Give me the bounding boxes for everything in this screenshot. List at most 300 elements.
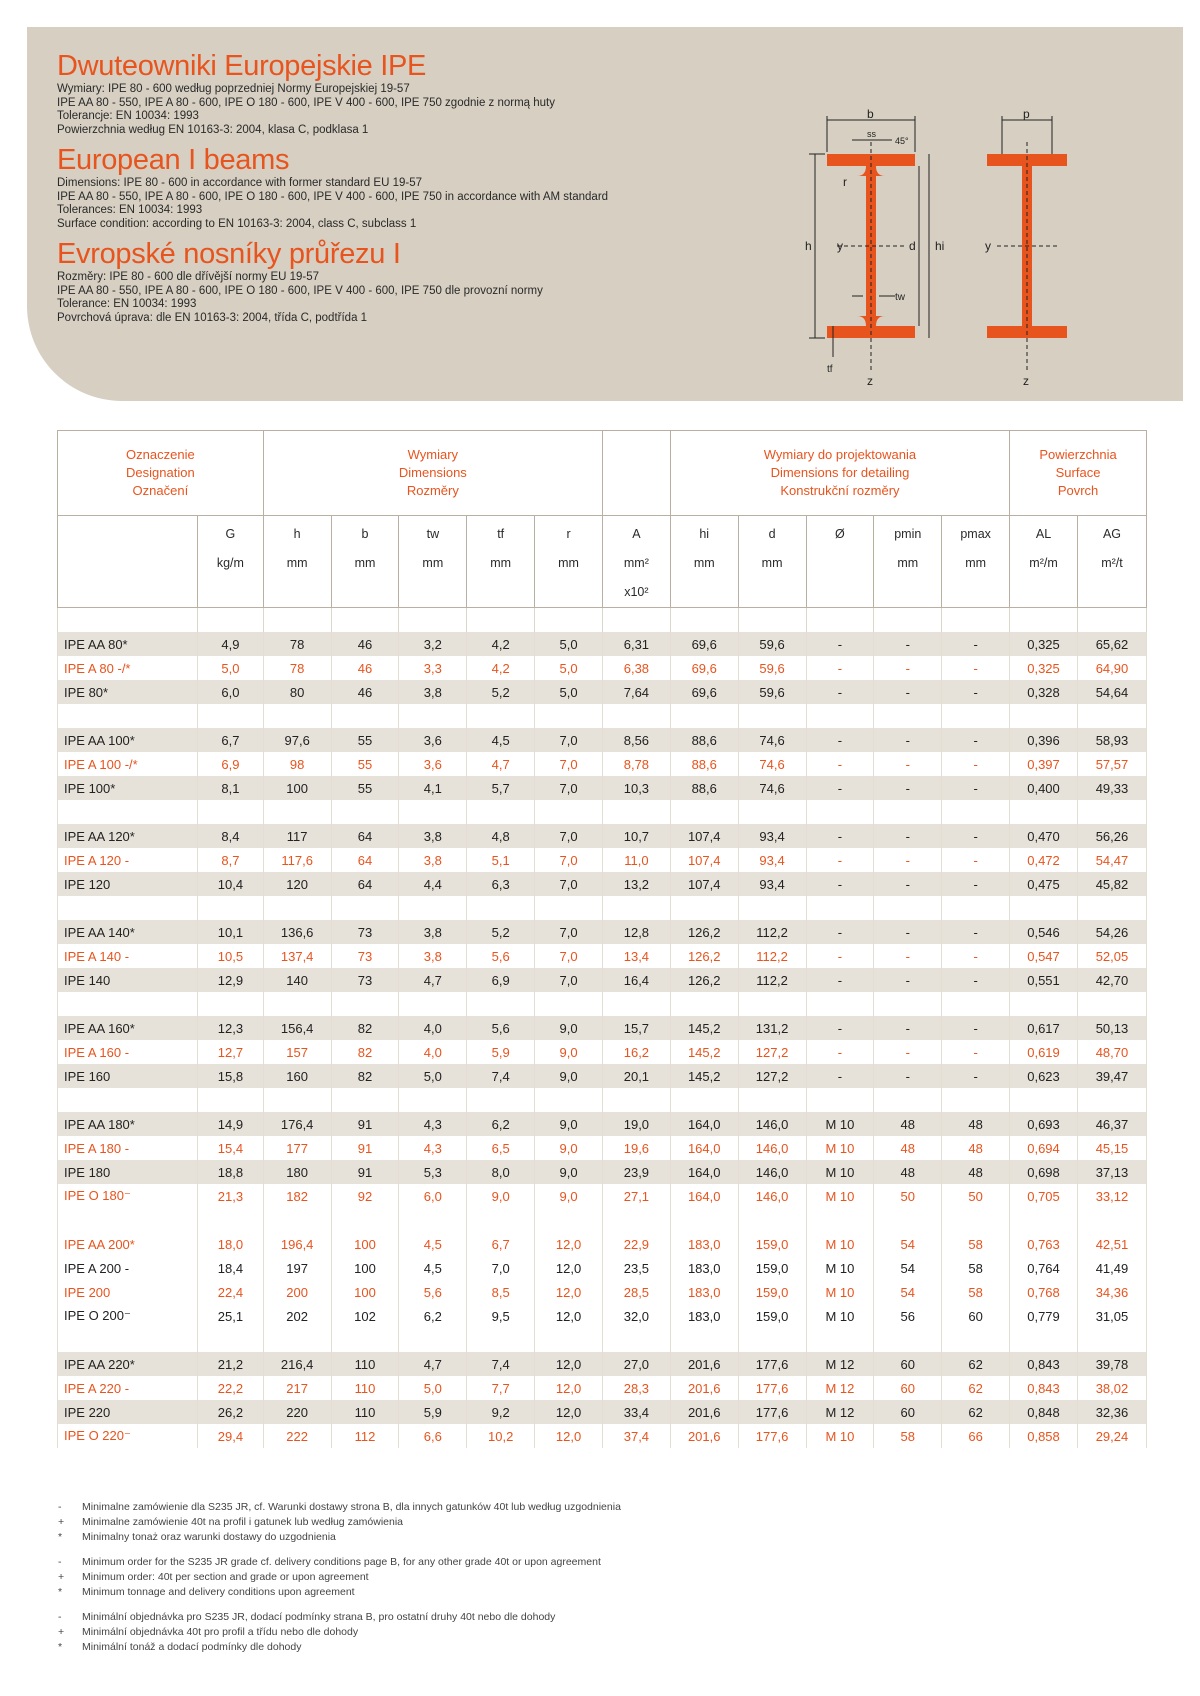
value-cell: 183,0 bbox=[670, 1280, 738, 1304]
note-text: Minimalny tonaż oraz warunki dostawy do uzgodnienia bbox=[82, 1531, 336, 1543]
value-cell: 48 bbox=[942, 1136, 1010, 1160]
value-cell: 183,0 bbox=[670, 1256, 738, 1280]
value-cell: 48 bbox=[942, 1112, 1010, 1136]
column-header bbox=[198, 516, 264, 608]
gap-cell bbox=[738, 1208, 806, 1232]
gap-cell bbox=[1010, 896, 1078, 920]
note-line bbox=[58, 1570, 958, 1585]
value-cell: 69,6 bbox=[670, 632, 738, 656]
value-cell: 5,9 bbox=[467, 1040, 535, 1064]
value-cell: 56,26 bbox=[1077, 824, 1146, 848]
gap-cell bbox=[874, 1088, 942, 1112]
gap-cell bbox=[198, 896, 264, 920]
group-gap-row bbox=[58, 1328, 1147, 1352]
value-cell: 136,6 bbox=[263, 920, 331, 944]
column-unit-multiplier: x10² bbox=[624, 585, 649, 599]
note-marker: * bbox=[58, 1531, 63, 1543]
label-angle: 45° bbox=[895, 136, 909, 146]
value-cell: - bbox=[874, 920, 942, 944]
value-cell: 0,475 bbox=[1010, 872, 1078, 896]
value-cell: - bbox=[942, 776, 1010, 800]
value-cell: 15,4 bbox=[198, 1136, 264, 1160]
value-cell: 78 bbox=[263, 656, 331, 680]
value-cell: 4,5 bbox=[399, 1232, 467, 1256]
value-cell: 6,5 bbox=[467, 1136, 535, 1160]
value-cell: 5,2 bbox=[467, 920, 535, 944]
table-row bbox=[58, 1160, 1147, 1184]
group-header-row bbox=[58, 431, 1147, 516]
value-cell: 12,0 bbox=[535, 1256, 603, 1280]
value-cell: 12,0 bbox=[535, 1232, 603, 1256]
value-cell: 15,8 bbox=[198, 1064, 264, 1088]
value-cell: M 10 bbox=[806, 1160, 874, 1184]
value-cell: 55 bbox=[331, 728, 399, 752]
value-cell: 41,49 bbox=[1077, 1256, 1146, 1280]
gap-cell bbox=[399, 1088, 467, 1112]
gap-cell bbox=[942, 992, 1010, 1016]
value-cell: 146,0 bbox=[738, 1184, 806, 1208]
gap-cell bbox=[874, 704, 942, 728]
gap-cell bbox=[198, 800, 264, 824]
column-unit: mm bbox=[354, 556, 376, 570]
label-r: r bbox=[843, 175, 847, 189]
column-symbol: Ø bbox=[835, 527, 845, 541]
group-gap-row bbox=[58, 704, 1147, 728]
value-cell: 9,0 bbox=[535, 1064, 603, 1088]
value-cell: 55 bbox=[331, 752, 399, 776]
title-heading: Dwuteowniki Europejskie IPE bbox=[57, 50, 427, 82]
note-text: Minimální objednávka 40t pro profil a třídu nebo dle dohody bbox=[82, 1626, 359, 1638]
value-cell: - bbox=[942, 944, 1010, 968]
gap-cell bbox=[1010, 800, 1078, 824]
value-cell: 12,0 bbox=[535, 1376, 603, 1400]
value-cell: 112 bbox=[331, 1424, 399, 1448]
designation-cell: IPE AA 140* bbox=[58, 920, 198, 944]
value-cell: 32,36 bbox=[1077, 1400, 1146, 1424]
value-cell: 216,4 bbox=[263, 1352, 331, 1376]
note-text: Minimum tonnage and delivery conditions upon agreement bbox=[82, 1586, 355, 1598]
column-symbol: G bbox=[225, 527, 236, 541]
gap-cell bbox=[738, 1088, 806, 1112]
value-cell: 98 bbox=[263, 752, 331, 776]
value-cell: 10,5 bbox=[198, 944, 264, 968]
value-cell: 6,0 bbox=[198, 680, 264, 704]
gap-cell bbox=[467, 896, 535, 920]
gap-cell bbox=[263, 992, 331, 1016]
gap-cell bbox=[331, 896, 399, 920]
value-cell: 49,33 bbox=[1077, 776, 1146, 800]
value-cell: 9,0 bbox=[535, 1136, 603, 1160]
label-z-right: z bbox=[1023, 374, 1029, 388]
note-marker: - bbox=[58, 1611, 62, 1623]
gap-cell bbox=[942, 1208, 1010, 1232]
value-cell: 93,4 bbox=[738, 824, 806, 848]
value-cell: 0,470 bbox=[1010, 824, 1078, 848]
table-row bbox=[58, 680, 1147, 704]
gap-cell bbox=[806, 896, 874, 920]
designation-cell: IPE 200 bbox=[58, 1280, 198, 1304]
value-cell: 183,0 bbox=[670, 1232, 738, 1256]
value-cell: 0,698 bbox=[1010, 1160, 1078, 1184]
value-cell: - bbox=[942, 872, 1010, 896]
value-cell: 28,5 bbox=[602, 1280, 670, 1304]
value-cell: 177,6 bbox=[738, 1424, 806, 1448]
value-cell: 92 bbox=[331, 1184, 399, 1208]
value-cell: 64 bbox=[331, 824, 399, 848]
value-cell: 6,31 bbox=[602, 632, 670, 656]
value-cell: 20,1 bbox=[602, 1064, 670, 1088]
column-unit: mm bbox=[558, 556, 579, 570]
gap-cell bbox=[874, 896, 942, 920]
value-cell: M 10 bbox=[806, 1136, 874, 1160]
value-cell: 27,0 bbox=[602, 1352, 670, 1376]
value-cell: 60 bbox=[942, 1304, 1010, 1328]
group-header bbox=[602, 431, 670, 516]
value-cell: M 10 bbox=[806, 1112, 874, 1136]
table-row bbox=[58, 776, 1147, 800]
value-cell: 102 bbox=[331, 1304, 399, 1328]
gap-cell bbox=[806, 992, 874, 1016]
value-cell: 82 bbox=[331, 1064, 399, 1088]
value-cell: 48 bbox=[874, 1112, 942, 1136]
value-cell: 12,7 bbox=[198, 1040, 264, 1064]
gap-cell bbox=[1077, 1208, 1146, 1232]
value-cell: 196,4 bbox=[263, 1232, 331, 1256]
spacer-cell bbox=[399, 608, 467, 633]
label-p: p bbox=[1023, 107, 1030, 121]
table-row bbox=[58, 1136, 1147, 1160]
value-cell: 4,7 bbox=[399, 968, 467, 992]
value-cell: M 10 bbox=[806, 1304, 874, 1328]
value-cell: 54 bbox=[874, 1280, 942, 1304]
subtext-line: IPE AA 80 - 550, IPE A 80 - 600, IPE O 180 - 600, IPE V 400 - 600, IPE 750 in accordance with AM standard bbox=[57, 190, 609, 203]
subtext-line: Dimensions: IPE 80 - 600 in accordance with former standard EU 19-57 bbox=[57, 177, 422, 189]
ipe-beam-table bbox=[57, 430, 1147, 1448]
value-cell: 4,5 bbox=[399, 1256, 467, 1280]
designation-cell: IPE AA 160* bbox=[58, 1016, 198, 1040]
value-cell: 159,0 bbox=[738, 1256, 806, 1280]
value-cell: 159,0 bbox=[738, 1280, 806, 1304]
value-cell: M 10 bbox=[806, 1256, 874, 1280]
table-row bbox=[58, 1400, 1147, 1424]
value-cell: 46 bbox=[331, 680, 399, 704]
title-blocks bbox=[57, 49, 737, 331]
gap-cell bbox=[535, 1088, 603, 1112]
value-cell: 183,0 bbox=[670, 1304, 738, 1328]
gap-cell bbox=[198, 1328, 264, 1352]
value-cell: 54 bbox=[874, 1232, 942, 1256]
note-line bbox=[58, 1530, 958, 1545]
value-cell: - bbox=[806, 920, 874, 944]
value-cell: 5,7 bbox=[467, 776, 535, 800]
table-row bbox=[58, 1040, 1147, 1064]
label-h: h bbox=[805, 239, 812, 253]
value-cell: 140 bbox=[263, 968, 331, 992]
value-cell: - bbox=[806, 752, 874, 776]
group-gap-row bbox=[58, 1208, 1147, 1232]
note-line bbox=[58, 1625, 958, 1640]
value-cell: 6,2 bbox=[399, 1304, 467, 1328]
value-cell: 0,619 bbox=[1010, 1040, 1078, 1064]
value-cell: 52,05 bbox=[1077, 944, 1146, 968]
group-header-line: Designation bbox=[126, 465, 195, 480]
group-gap-row bbox=[58, 896, 1147, 920]
gap-cell bbox=[670, 1088, 738, 1112]
gap-cell bbox=[331, 1208, 399, 1232]
value-cell: 0,396 bbox=[1010, 728, 1078, 752]
group-header bbox=[670, 431, 1009, 516]
value-cell: 60 bbox=[874, 1400, 942, 1424]
group-gap-row bbox=[58, 800, 1147, 824]
group-header bbox=[1010, 431, 1147, 516]
table-row bbox=[58, 656, 1147, 680]
value-cell: 5,2 bbox=[467, 680, 535, 704]
designation-cell: IPE 120 bbox=[58, 872, 198, 896]
value-cell: 160 bbox=[263, 1064, 331, 1088]
group-header bbox=[263, 431, 602, 516]
column-symbol: AG bbox=[1102, 527, 1121, 541]
gap-cell bbox=[1077, 1088, 1146, 1112]
value-cell: 7,0 bbox=[535, 728, 603, 752]
column-unit: m²/t bbox=[1101, 556, 1123, 570]
value-cell: 117 bbox=[263, 824, 331, 848]
value-cell: 180 bbox=[263, 1160, 331, 1184]
gap-cell bbox=[198, 992, 264, 1016]
value-cell: 5,0 bbox=[198, 656, 264, 680]
gap-cell bbox=[1010, 1208, 1078, 1232]
table-row bbox=[58, 824, 1147, 848]
value-cell: - bbox=[806, 968, 874, 992]
gap-cell bbox=[399, 704, 467, 728]
spacer-cell bbox=[331, 608, 399, 633]
value-cell: 0,623 bbox=[1010, 1064, 1078, 1088]
gap-cell bbox=[1077, 896, 1146, 920]
value-cell: 146,0 bbox=[738, 1136, 806, 1160]
value-cell: 42,51 bbox=[1077, 1232, 1146, 1256]
group-header-line: Rozměry bbox=[406, 483, 459, 498]
gap-cell bbox=[874, 992, 942, 1016]
value-cell: 48 bbox=[874, 1136, 942, 1160]
value-cell: - bbox=[874, 1040, 942, 1064]
value-cell: 58,93 bbox=[1077, 728, 1146, 752]
value-cell: - bbox=[942, 680, 1010, 704]
value-cell: 164,0 bbox=[670, 1136, 738, 1160]
value-cell: 62 bbox=[942, 1400, 1010, 1424]
value-cell: - bbox=[806, 824, 874, 848]
gap-cell bbox=[331, 992, 399, 1016]
value-cell: 69,6 bbox=[670, 656, 738, 680]
value-cell: 4,4 bbox=[399, 872, 467, 896]
value-cell: 73 bbox=[331, 968, 399, 992]
value-cell: 46,37 bbox=[1077, 1112, 1146, 1136]
gap-cell bbox=[738, 992, 806, 1016]
value-cell: 8,56 bbox=[602, 728, 670, 752]
gap-cell bbox=[942, 704, 1010, 728]
value-cell: 12,8 bbox=[602, 920, 670, 944]
group-gap-row bbox=[58, 992, 1147, 1016]
value-cell: 29,24 bbox=[1077, 1424, 1146, 1448]
value-cell: 88,6 bbox=[670, 776, 738, 800]
value-cell: 55 bbox=[331, 776, 399, 800]
value-cell: 6,9 bbox=[467, 968, 535, 992]
gap-cell bbox=[58, 800, 198, 824]
value-cell: 5,1 bbox=[467, 848, 535, 872]
value-cell: 8,4 bbox=[198, 824, 264, 848]
value-cell: 4,2 bbox=[467, 632, 535, 656]
note-marker: + bbox=[58, 1516, 65, 1528]
designation-cell: IPE A 160 - bbox=[58, 1040, 198, 1064]
gap-cell bbox=[1010, 704, 1078, 728]
value-cell: 23,9 bbox=[602, 1160, 670, 1184]
value-cell: 0,764 bbox=[1010, 1256, 1078, 1280]
value-cell: 73 bbox=[331, 944, 399, 968]
gap-cell bbox=[602, 800, 670, 824]
gap-cell bbox=[670, 800, 738, 824]
note-group bbox=[58, 1500, 958, 1545]
group-header-line: Dimensions bbox=[398, 465, 467, 480]
subtext-line: Powierzchnia według EN 10163-3: 2004, klasa C, podklasa 1 bbox=[57, 123, 369, 136]
gap-cell bbox=[1077, 1328, 1146, 1352]
column-header bbox=[670, 516, 738, 608]
value-cell: 200 bbox=[263, 1280, 331, 1304]
column-header bbox=[331, 516, 399, 608]
title-heading: European I beams bbox=[57, 144, 290, 176]
title-block bbox=[57, 143, 737, 231]
value-cell: 7,4 bbox=[467, 1352, 535, 1376]
gap-cell bbox=[670, 896, 738, 920]
value-cell: 0,843 bbox=[1010, 1376, 1078, 1400]
value-cell: 4,2 bbox=[467, 656, 535, 680]
value-cell: 34,36 bbox=[1077, 1280, 1146, 1304]
value-cell: 16,2 bbox=[602, 1040, 670, 1064]
value-cell: 9,0 bbox=[535, 1016, 603, 1040]
value-cell: 0,858 bbox=[1010, 1424, 1078, 1448]
value-cell: 5,0 bbox=[399, 1376, 467, 1400]
gap-cell bbox=[263, 1208, 331, 1232]
table-row bbox=[58, 968, 1147, 992]
gap-cell bbox=[806, 800, 874, 824]
label-y: y bbox=[837, 239, 843, 253]
value-cell: M 12 bbox=[806, 1400, 874, 1424]
value-cell: 58 bbox=[942, 1256, 1010, 1280]
value-cell: 176,4 bbox=[263, 1112, 331, 1136]
subtext-line: Tolerances: EN 10034: 1993 bbox=[57, 204, 203, 216]
gap-cell bbox=[1077, 800, 1146, 824]
note-marker: + bbox=[58, 1626, 65, 1638]
designation-cell: IPE 100* bbox=[58, 776, 198, 800]
value-cell: 10,2 bbox=[467, 1424, 535, 1448]
gap-cell bbox=[399, 992, 467, 1016]
spacer-cell bbox=[1077, 608, 1146, 633]
column-unit: mm bbox=[761, 556, 783, 570]
title-subtext bbox=[57, 83, 737, 137]
note-text: Minimální tonáž a dodací podmínky dle dohody bbox=[82, 1641, 302, 1653]
value-cell: - bbox=[942, 848, 1010, 872]
value-cell: 9,5 bbox=[467, 1304, 535, 1328]
column-symbol: tf bbox=[497, 527, 505, 541]
value-cell: 5,6 bbox=[467, 1016, 535, 1040]
value-cell: - bbox=[874, 848, 942, 872]
gap-cell bbox=[602, 896, 670, 920]
value-cell: 107,4 bbox=[670, 872, 738, 896]
value-cell: 126,2 bbox=[670, 968, 738, 992]
value-cell: - bbox=[806, 1016, 874, 1040]
column-header bbox=[806, 516, 874, 608]
column-unit: mm bbox=[422, 556, 444, 570]
value-cell: 31,05 bbox=[1077, 1304, 1146, 1328]
label-b: b bbox=[867, 107, 874, 121]
value-cell: 39,78 bbox=[1077, 1352, 1146, 1376]
spacer-cell bbox=[467, 608, 535, 633]
table-row bbox=[58, 1016, 1147, 1040]
gap-cell bbox=[58, 992, 198, 1016]
note-marker: * bbox=[58, 1641, 63, 1653]
value-cell: 82 bbox=[331, 1016, 399, 1040]
value-cell: 10,3 bbox=[602, 776, 670, 800]
value-cell: 110 bbox=[331, 1376, 399, 1400]
value-cell: 12,0 bbox=[535, 1400, 603, 1424]
value-cell: 100 bbox=[331, 1232, 399, 1256]
value-cell: 9,0 bbox=[467, 1184, 535, 1208]
value-cell: 3,8 bbox=[399, 944, 467, 968]
value-cell: 6,7 bbox=[467, 1232, 535, 1256]
value-cell: 3,8 bbox=[399, 680, 467, 704]
value-cell: 6,9 bbox=[198, 752, 264, 776]
value-cell: 38,02 bbox=[1077, 1376, 1146, 1400]
gap-cell bbox=[198, 1088, 264, 1112]
value-cell: 3,6 bbox=[399, 728, 467, 752]
gap-cell bbox=[942, 1328, 1010, 1352]
note-text: Minimální objednávka pro S235 JR, dodací podmínky strana B, pro ostatní druhy 40t nebo dle dohody bbox=[82, 1611, 556, 1623]
note-marker: - bbox=[58, 1501, 62, 1513]
value-cell: 5,9 bbox=[399, 1400, 467, 1424]
value-cell: 100 bbox=[263, 776, 331, 800]
value-cell: - bbox=[942, 920, 1010, 944]
value-cell: 127,2 bbox=[738, 1040, 806, 1064]
value-cell: 137,4 bbox=[263, 944, 331, 968]
value-cell: 45,82 bbox=[1077, 872, 1146, 896]
designation-cell: IPE O 180⁻ bbox=[58, 1184, 198, 1208]
value-cell: - bbox=[942, 1016, 1010, 1040]
value-cell: - bbox=[874, 944, 942, 968]
value-cell: 5,0 bbox=[535, 680, 603, 704]
designation-cell: IPE A 200 - bbox=[58, 1256, 198, 1280]
value-cell: 177 bbox=[263, 1136, 331, 1160]
column-unit: mm bbox=[693, 556, 715, 570]
column-unit: mm bbox=[490, 556, 512, 570]
column-unit: kg/m bbox=[216, 556, 244, 570]
value-cell: - bbox=[806, 776, 874, 800]
gap-cell bbox=[58, 704, 198, 728]
value-cell: 157 bbox=[263, 1040, 331, 1064]
value-cell: 48 bbox=[942, 1160, 1010, 1184]
value-cell: 13,4 bbox=[602, 944, 670, 968]
value-cell: 58 bbox=[942, 1280, 1010, 1304]
value-cell: M 12 bbox=[806, 1376, 874, 1400]
value-cell: 8,78 bbox=[602, 752, 670, 776]
value-cell: 82 bbox=[331, 1040, 399, 1064]
gap-cell bbox=[263, 704, 331, 728]
value-cell: 7,0 bbox=[535, 944, 603, 968]
value-cell: 57,57 bbox=[1077, 752, 1146, 776]
value-cell: 6,2 bbox=[467, 1112, 535, 1136]
value-cell: 0,400 bbox=[1010, 776, 1078, 800]
column-header bbox=[1010, 516, 1078, 608]
gap-cell bbox=[263, 800, 331, 824]
value-cell: 5,3 bbox=[399, 1160, 467, 1184]
designation-cell: IPE AA 100* bbox=[58, 728, 198, 752]
value-cell: 9,0 bbox=[535, 1112, 603, 1136]
